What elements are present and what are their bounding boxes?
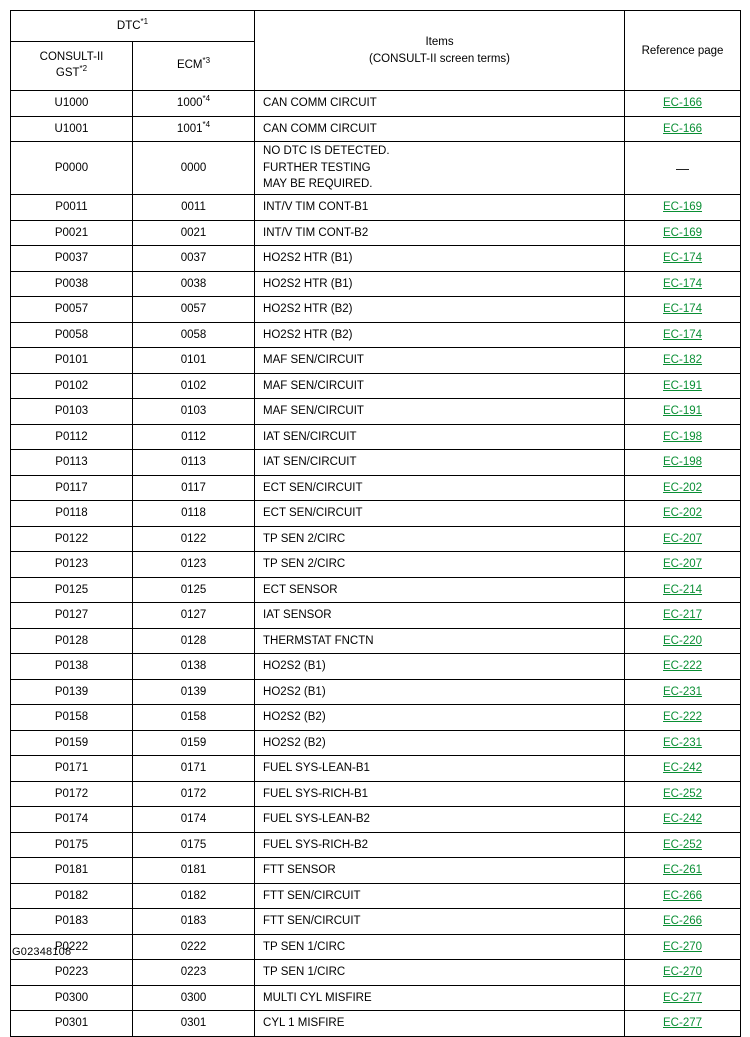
reference-link[interactable]: EC-220: [663, 634, 703, 647]
cell-ecm-code: [133, 348, 255, 374]
cell-consult-code: P0038: [11, 271, 133, 297]
ecm-code-text: 0021: [180, 226, 207, 239]
cell-reference: [625, 142, 741, 195]
ecm-code-text: 1000: [176, 97, 203, 110]
reference-link[interactable]: EC-202: [663, 507, 703, 520]
figure-code: G02348108: [12, 946, 72, 958]
table-row: [11, 960, 741, 986]
cell-consult-code: U1001: [11, 116, 133, 142]
cell-item: MULTI CYL MISFIRE: [255, 985, 625, 1011]
dtc-table: [10, 10, 741, 1037]
header-consult-line1: CONSULT-II: [39, 51, 104, 64]
ecm-code-text: 0122: [180, 532, 207, 545]
cell-consult-code: P0183: [11, 909, 133, 935]
table-row: [11, 909, 741, 935]
cell-consult-code: P0138: [11, 654, 133, 680]
ecm-code-text: 0171: [180, 762, 207, 775]
cell-item: HO2S2 HTR (B2): [255, 322, 625, 348]
reference-link[interactable]: EC-191: [663, 405, 703, 418]
ecm-code-text: 0118: [181, 507, 206, 520]
reference-link[interactable]: EC-266: [663, 889, 703, 902]
reference-link[interactable]: EC-202: [663, 481, 703, 494]
reference-link[interactable]: EC-277: [663, 1017, 703, 1030]
cell-reference[interactable]: [625, 1011, 741, 1037]
cell-ecm-code: [133, 424, 255, 450]
cell-consult-code: P0139: [11, 679, 133, 705]
ecm-code-text: 0037: [180, 252, 207, 265]
cell-item: FTT SEN/CIRCUIT: [255, 909, 625, 935]
header-gst-label: GST: [55, 67, 80, 79]
header-dtc-footnote: *1: [140, 17, 149, 27]
ecm-code-text: 0128: [180, 634, 207, 647]
table-row: [11, 142, 741, 195]
cell-consult-code: P0223: [11, 960, 133, 986]
cell-ecm-code: [133, 1011, 255, 1037]
header-ecm: [133, 42, 255, 91]
table-row: [11, 501, 741, 527]
reference-link[interactable]: EC-252: [663, 787, 703, 800]
cell-ecm-code: [133, 91, 255, 117]
cell-ecm-code: [133, 116, 255, 142]
ecm-code-text: 0300: [180, 991, 207, 1004]
table-row: [11, 679, 741, 705]
reference-link[interactable]: EC-222: [663, 660, 703, 673]
ecm-code-text: 0138: [180, 660, 207, 673]
cell-consult-code: P0158: [11, 705, 133, 731]
cell-reference[interactable]: [625, 348, 741, 374]
table-row: [11, 246, 741, 272]
cell-item: ECT SEN/CIRCUIT: [255, 501, 625, 527]
ecm-code-text: 0222: [180, 940, 207, 953]
table-row: [11, 116, 741, 142]
cell-consult-code: P0127: [11, 603, 133, 629]
cell-ecm-code: [133, 399, 255, 425]
reference-link[interactable]: EC-252: [663, 838, 703, 851]
cell-ecm-code: [133, 195, 255, 221]
cell-item: HO2S2 (B1): [255, 654, 625, 680]
ecm-code-text: 0301: [180, 1017, 207, 1030]
reference-link[interactable]: EC-169: [663, 226, 703, 239]
cell-ecm-code: [133, 603, 255, 629]
cell-consult-code: P0172: [11, 781, 133, 807]
cell-item: FUEL SYS-RICH-B2: [255, 832, 625, 858]
cell-reference[interactable]: [625, 552, 741, 578]
reference-link[interactable]: EC-191: [663, 379, 703, 392]
table-row: [11, 832, 741, 858]
cell-consult-code: P0222: [11, 934, 133, 960]
ecm-code-text: 0123: [180, 558, 207, 571]
cell-item: HO2S2 (B1): [255, 679, 625, 705]
header-items-line2: (CONSULT-II screen terms): [369, 52, 511, 65]
table-header: [11, 11, 741, 91]
cell-reference[interactable]: [625, 424, 741, 450]
cell-ecm-code: [133, 220, 255, 246]
cell-reference[interactable]: [625, 297, 741, 323]
cell-ecm-code: [133, 832, 255, 858]
table-row: [11, 552, 741, 578]
cell-ecm-code: [133, 142, 255, 195]
cell-reference[interactable]: [625, 985, 741, 1011]
cell-reference[interactable]: [625, 781, 741, 807]
cell-consult-code: P0101: [11, 348, 133, 374]
table-row: [11, 373, 741, 399]
reference-link[interactable]: EC-277: [663, 991, 703, 1004]
header-reference: Reference page: [625, 11, 741, 91]
cell-ecm-code: [133, 756, 255, 782]
cell-ecm-code: [133, 628, 255, 654]
header-row-top: [11, 11, 741, 42]
ecm-code-footnote: *4: [202, 94, 211, 104]
table-row: [11, 781, 741, 807]
cell-consult-code: P0000: [11, 142, 133, 195]
cell-reference[interactable]: [625, 832, 741, 858]
cell-ecm-code: [133, 934, 255, 960]
cell-consult-code: P0181: [11, 858, 133, 884]
cell-item: CYL 1 MISFIRE: [255, 1011, 625, 1037]
reference-none: —: [676, 160, 690, 176]
cell-item: MAF SEN/CIRCUIT: [255, 399, 625, 425]
ecm-code-text: 0117: [181, 481, 206, 494]
ecm-code-text: 0159: [180, 736, 207, 749]
cell-ecm-code: [133, 679, 255, 705]
ecm-code-text: 0057: [180, 303, 207, 316]
cell-consult-code: P0021: [11, 220, 133, 246]
reference-link[interactable]: EC-270: [663, 966, 703, 979]
ecm-code-text: 0174: [180, 813, 207, 826]
cell-item: FTT SEN/CIRCUIT: [255, 883, 625, 909]
table-row: [11, 603, 741, 629]
cell-consult-code: P0112: [11, 424, 133, 450]
cell-ecm-code: [133, 450, 255, 476]
header-ecm-footnote: *3: [202, 56, 211, 66]
header-consult-gst: [11, 42, 133, 91]
table-row: [11, 220, 741, 246]
reference-link[interactable]: EC-166: [663, 122, 703, 135]
table-row: [11, 1011, 741, 1037]
cell-item: ECT SEN/CIRCUIT: [255, 475, 625, 501]
ecm-code-text: 1001: [176, 122, 203, 135]
cell-reference[interactable]: [625, 501, 741, 527]
cell-ecm-code: [133, 501, 255, 527]
cell-reference[interactable]: [625, 883, 741, 909]
cell-consult-code: P0117: [11, 475, 133, 501]
table-row: [11, 883, 741, 909]
cell-item: INT/V TIM CONT-B2: [255, 220, 625, 246]
table-row: [11, 934, 741, 960]
cell-reference[interactable]: [625, 679, 741, 705]
table-row: [11, 756, 741, 782]
table-body: [11, 91, 741, 1037]
cell-ecm-code: [133, 246, 255, 272]
table-row: [11, 450, 741, 476]
table-row: [11, 271, 741, 297]
table-row: [11, 91, 741, 117]
reference-link[interactable]: EC-207: [663, 558, 703, 571]
cell-consult-code: P0011: [11, 195, 133, 221]
table-row: [11, 526, 741, 552]
header-consult-line2: [11, 66, 132, 82]
cell-item: TP SEN 2/CIRC: [255, 526, 625, 552]
ecm-code-footnote: *4: [202, 119, 211, 129]
cell-item: TP SEN 1/CIRC: [255, 960, 625, 986]
cell-item: TP SEN 1/CIRC: [255, 934, 625, 960]
cell-consult-code: P0171: [11, 756, 133, 782]
cell-reference[interactable]: [625, 858, 741, 884]
cell-consult-code: P0058: [11, 322, 133, 348]
ecm-code-text: 0000: [180, 162, 207, 174]
reference-link[interactable]: EC-174: [663, 252, 703, 265]
cell-item: HO2S2 HTR (B1): [255, 271, 625, 297]
ecm-code-text: 0011: [181, 201, 206, 214]
header-dtc-group: [11, 11, 255, 42]
header-items: [255, 11, 625, 91]
cell-ecm-code: [133, 373, 255, 399]
cell-item: IAT SENSOR: [255, 603, 625, 629]
cell-consult-code: P0182: [11, 883, 133, 909]
cell-ecm-code: [133, 883, 255, 909]
ecm-code-text: 0127: [180, 609, 207, 622]
cell-reference[interactable]: [625, 628, 741, 654]
cell-reference[interactable]: [625, 322, 741, 348]
table-row: [11, 322, 741, 348]
header-gst-footnote: *2: [79, 64, 88, 74]
ecm-code-text: 0112: [181, 430, 206, 443]
cell-reference[interactable]: [625, 807, 741, 833]
cell-item: HO2S2 (B2): [255, 705, 625, 731]
table-row: [11, 858, 741, 884]
cell-reference[interactable]: [625, 603, 741, 629]
cell-ecm-code: [133, 577, 255, 603]
reference-link[interactable]: EC-217: [663, 609, 703, 622]
table-row: [11, 654, 741, 680]
table-row: [11, 399, 741, 425]
reference-link[interactable]: EC-261: [663, 864, 703, 877]
cell-ecm-code: [133, 322, 255, 348]
ecm-code-text: 0175: [180, 838, 207, 851]
reference-link[interactable]: EC-182: [663, 354, 703, 367]
cell-reference[interactable]: [625, 934, 741, 960]
table-row: [11, 195, 741, 221]
reference-link[interactable]: EC-198: [663, 430, 703, 443]
reference-link[interactable]: EC-222: [663, 711, 703, 724]
ecm-code-text: 0103: [180, 405, 207, 418]
table-row: [11, 807, 741, 833]
cell-reference[interactable]: [625, 730, 741, 756]
cell-item: HO2S2 HTR (B1): [255, 246, 625, 272]
table-row: [11, 297, 741, 323]
cell-ecm-code: [133, 730, 255, 756]
cell-ecm-code: [133, 960, 255, 986]
cell-ecm-code: [133, 271, 255, 297]
reference-link[interactable]: EC-242: [663, 762, 703, 775]
cell-ecm-code: [133, 297, 255, 323]
cell-consult-code: P0300: [11, 985, 133, 1011]
reference-link[interactable]: EC-242: [663, 813, 703, 826]
cell-item: INT/V TIM CONT-B1: [255, 195, 625, 221]
cell-reference[interactable]: [625, 373, 741, 399]
cell-reference[interactable]: [625, 475, 741, 501]
cell-item: IAT SEN/CIRCUIT: [255, 424, 625, 450]
cell-reference[interactable]: [625, 654, 741, 680]
reference-link[interactable]: EC-166: [663, 97, 703, 110]
ecm-code-text: 0139: [180, 685, 207, 698]
reference-link[interactable]: EC-174: [663, 328, 703, 341]
cell-ecm-code: [133, 985, 255, 1011]
cell-item: HO2S2 (B2): [255, 730, 625, 756]
cell-consult-code: P0128: [11, 628, 133, 654]
table-row: [11, 628, 741, 654]
cell-item: HO2S2 HTR (B2): [255, 297, 625, 323]
cell-consult-code: P0102: [11, 373, 133, 399]
ecm-code-text: 0038: [180, 277, 207, 290]
reference-link[interactable]: EC-231: [663, 736, 703, 749]
cell-reference[interactable]: [625, 450, 741, 476]
cell-consult-code: U1000: [11, 91, 133, 117]
cell-ecm-code: [133, 526, 255, 552]
cell-ecm-code: [133, 475, 255, 501]
reference-link[interactable]: EC-198: [663, 456, 703, 469]
reference-link[interactable]: EC-169: [663, 201, 703, 214]
reference-link[interactable]: EC-174: [663, 303, 703, 316]
reference-link[interactable]: EC-207: [663, 532, 703, 545]
cell-ecm-code: [133, 705, 255, 731]
cell-reference[interactable]: [625, 577, 741, 603]
cell-consult-code: P0057: [11, 297, 133, 323]
cell-consult-code: P0301: [11, 1011, 133, 1037]
table-row: [11, 348, 741, 374]
cell-item: FUEL SYS-LEAN-B1: [255, 756, 625, 782]
cell-reference[interactable]: [625, 246, 741, 272]
header-ecm-label: ECM: [176, 59, 203, 72]
cell-reference[interactable]: [625, 116, 741, 142]
table-row: [11, 730, 741, 756]
reference-link[interactable]: EC-174: [663, 277, 703, 290]
cell-ecm-code: [133, 781, 255, 807]
cell-item: FTT SENSOR: [255, 858, 625, 884]
cell-consult-code: P0113: [11, 450, 133, 476]
cell-consult-code: P0175: [11, 832, 133, 858]
cell-item: IAT SEN/CIRCUIT: [255, 450, 625, 476]
table-row: [11, 577, 741, 603]
ecm-code-text: 0158: [180, 711, 207, 724]
cell-reference[interactable]: [625, 399, 741, 425]
cell-reference[interactable]: [625, 960, 741, 986]
cell-consult-code: P0125: [11, 577, 133, 603]
ecm-code-text: 0058: [180, 328, 207, 341]
ecm-code-text: 0172: [180, 787, 207, 800]
header-items-line1: Items: [425, 36, 454, 49]
cell-reference[interactable]: [625, 909, 741, 935]
reference-link[interactable]: EC-270: [663, 940, 703, 953]
cell-ecm-code: [133, 909, 255, 935]
ecm-code-text: 0182: [180, 889, 207, 902]
cell-consult-code: P0037: [11, 246, 133, 272]
ecm-code-text: 0102: [180, 379, 207, 392]
cell-consult-code: P0159: [11, 730, 133, 756]
table-row: [11, 424, 741, 450]
table-row: [11, 705, 741, 731]
cell-item: MAF SEN/CIRCUIT: [255, 348, 625, 374]
cell-reference[interactable]: [625, 91, 741, 117]
ecm-code-text: 0101: [180, 354, 207, 367]
reference-link[interactable]: EC-214: [663, 583, 703, 596]
cell-reference[interactable]: [625, 220, 741, 246]
cell-item: [255, 142, 625, 195]
cell-item: FUEL SYS-RICH-B1: [255, 781, 625, 807]
table-row: [11, 985, 741, 1011]
cell-ecm-code: [133, 552, 255, 578]
cell-item: CAN COMM CIRCUIT: [255, 91, 625, 117]
cell-item: CAN COMM CIRCUIT: [255, 116, 625, 142]
cell-consult-code: P0122: [11, 526, 133, 552]
ecm-code-text: 0113: [181, 456, 206, 469]
reference-link[interactable]: EC-266: [663, 915, 703, 928]
cell-consult-code: P0103: [11, 399, 133, 425]
ecm-code-text: 0223: [180, 966, 207, 979]
cell-reference[interactable]: [625, 756, 741, 782]
ecm-code-text: 0183: [180, 915, 207, 928]
cell-reference[interactable]: [625, 195, 741, 221]
header-dtc-label: DTC: [116, 20, 141, 32]
cell-ecm-code: [133, 807, 255, 833]
cell-consult-code: P0174: [11, 807, 133, 833]
cell-reference[interactable]: [625, 705, 741, 731]
item-line: NO DTC IS DETECTED.: [263, 145, 390, 157]
cell-reference[interactable]: [625, 526, 741, 552]
cell-item: MAF SEN/CIRCUIT: [255, 373, 625, 399]
item-line: FURTHER TESTING: [263, 161, 371, 174]
ecm-code-text: 0181: [180, 864, 207, 877]
ecm-code-text: 0125: [180, 583, 207, 596]
cell-reference[interactable]: [625, 271, 741, 297]
item-line: MAY BE REQUIRED.: [263, 178, 373, 191]
cell-consult-code: P0118: [11, 501, 133, 527]
reference-link[interactable]: EC-231: [663, 685, 703, 698]
cell-item: ECT SENSOR: [255, 577, 625, 603]
cell-ecm-code: [133, 858, 255, 884]
cell-item: FUEL SYS-LEAN-B2: [255, 807, 625, 833]
cell-ecm-code: [133, 654, 255, 680]
cell-item: THERMSTAT FNCTN: [255, 628, 625, 654]
cell-consult-code: P0123: [11, 552, 133, 578]
table-row: [11, 475, 741, 501]
cell-item: TP SEN 2/CIRC: [255, 552, 625, 578]
